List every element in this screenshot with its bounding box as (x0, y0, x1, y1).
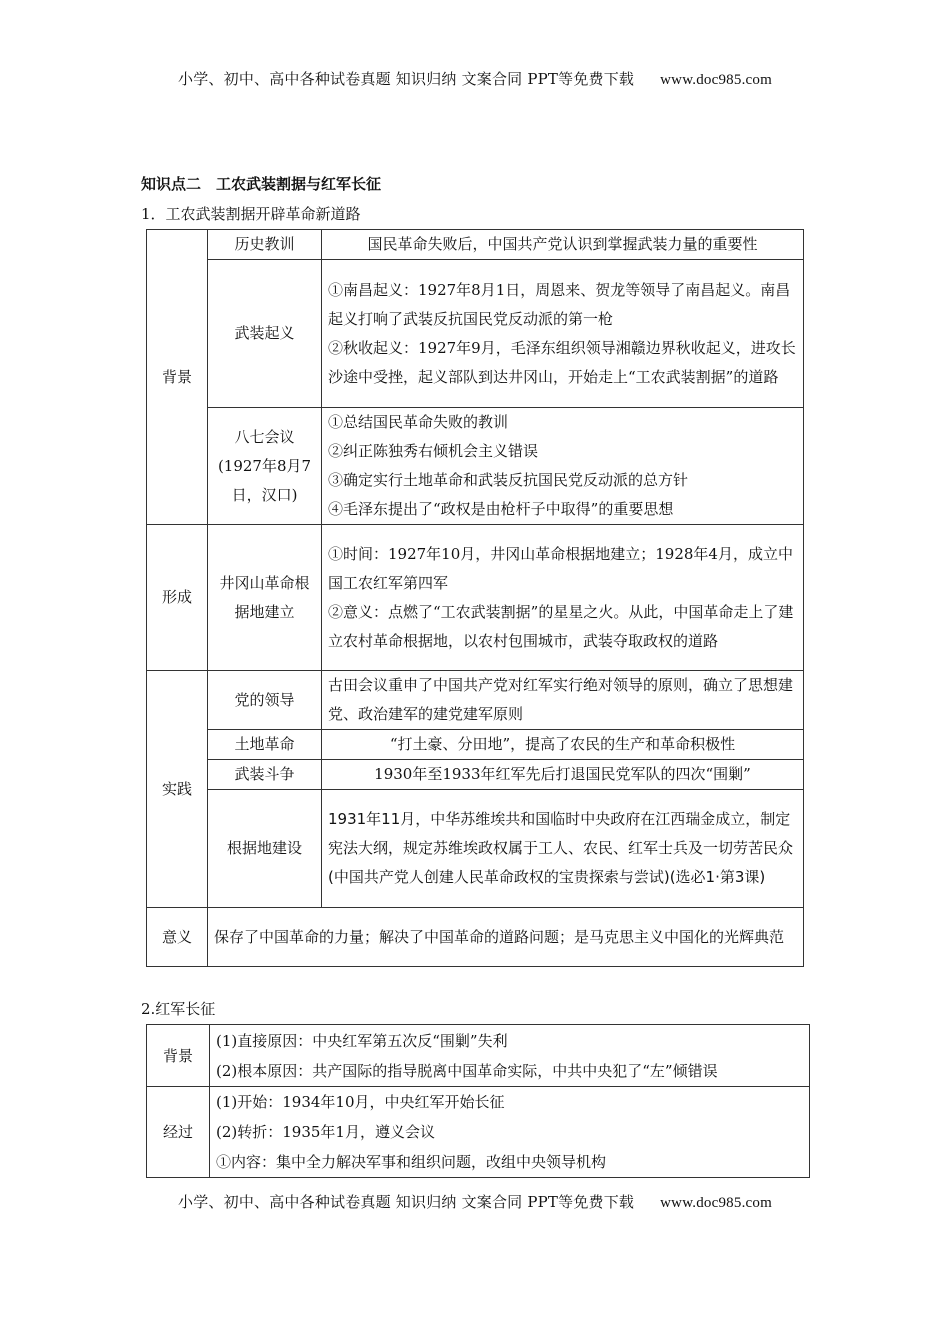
table-row (147, 1087, 810, 1178)
text-jinggangshan-base (322, 525, 804, 671)
row-label-background: 背景 (147, 1025, 210, 1087)
table-row (147, 260, 804, 408)
table2-title: 2.红军长征 (141, 1000, 216, 1018)
label-party-leadership: 党的领导 (208, 671, 322, 730)
meeting-date: (1927年8月7日，汉口) (217, 456, 312, 504)
row-label-process: 经过 (147, 1087, 210, 1178)
row-label-significance: 意义 (147, 908, 208, 967)
table-row (147, 671, 804, 730)
label-jinggangshan-base: 井冈山革命根据地建立 (208, 525, 322, 671)
table-row (147, 760, 804, 790)
label-armed-struggle: 武装斗争 (208, 760, 322, 790)
table-row (147, 908, 804, 967)
label-armed-uprising: 武装起义 (208, 260, 322, 408)
text-party-leadership: 古田会议重申了中国共产党对红军实行绝对领导的原则，确立了思想建党、政治建军的建党建军原则 (322, 671, 804, 730)
section-title: 知识点二 工农武装割据与红军长征 (141, 175, 382, 193)
direct-cause: (1)直接原因：中央红军第五次反“围剿”失利 (216, 1031, 508, 1050)
table-row (147, 730, 804, 760)
table-revolution-path (146, 229, 804, 967)
header-text: 小学、初中、高中各种试卷真题 知识归纳 文案合同 PPT等免费下载 (178, 70, 635, 88)
label-history-lesson: 历史教训 (208, 230, 322, 260)
header-url[interactable]: www.doc985.com (660, 72, 772, 88)
text-august-seventh-meeting (322, 408, 804, 525)
label-land-revolution: 土地革命 (208, 730, 322, 760)
text-history-lesson: 国民革命失败后，中国共产党认识到掌握武装力量的重要性 (322, 230, 804, 260)
text-background (210, 1025, 810, 1087)
label-august-seventh-meeting (208, 408, 322, 525)
text-process (210, 1087, 810, 1178)
process-start: (1)开始：1934年10月，中央红军开始长征 (216, 1093, 505, 1111)
text-base-construction: 1931年11月，中华苏维埃共和国临时中央政府在江西瑞金成立，制定宪法大纲，规定苏维埃政权属于工人、农民、红军士兵及一切劳苦民众(中国共产党人创建人民革命政权的宝贵探索与尝试)(选必1·第3课) (322, 790, 804, 908)
root-cause: (2)根本原因：共产国际的指导脱离中国革命实际，中共中央犯了“左”倾错误 (216, 1061, 718, 1080)
autumn-harvest-uprising: ②秋收起义：1927年9月，毛泽东组织领导湘赣边界秋收起义，进攻长沙途中受挫，起义部队到达井冈山，开始走上“工农武装割据”的道路 (328, 338, 796, 386)
nanchang-uprising: ①南昌起义：1927年8月1日，周恩来、贺龙等领导了南昌起义。南昌起义打响了武装反抗国民党反动派的第一枪 (328, 280, 791, 328)
formation-significance: ②意义：点燃了“工农武装割据”的星星之火。从此，中国革命走上了建立农村革命根据地，以农村包围城市，武装夺取政权的道路 (328, 602, 794, 650)
table-row (147, 525, 804, 671)
table-row (147, 1025, 810, 1087)
row-label-background: 背景 (147, 230, 208, 525)
list-item: ②纠正陈独秀右倾机会主义错误 (328, 442, 539, 460)
list-item: ③确定实行土地革命和武装反抗国民党反动派的总方针 (328, 471, 689, 489)
row-label-practice: 实践 (147, 671, 208, 908)
text-armed-uprising (322, 260, 804, 408)
text-armed-struggle: 1930年至1933年红军先后打退国民党军队的四次“围剿” (322, 760, 804, 790)
label-base-construction: 根据地建设 (208, 790, 322, 908)
zunyi-content: ①内容：集中全力解决军事和组织问题，改组中央领导机构 (216, 1153, 607, 1171)
page-footer (0, 1191, 950, 1212)
table1-title: 1．工农武装割据开辟革命新道路 (141, 205, 361, 223)
formation-time: ①时间：1927年10月，井冈山革命根据地建立；1928年4月，成立中国工农红军第四军 (328, 544, 793, 592)
table-row (147, 408, 804, 525)
footer-text: 小学、初中、高中各种试卷真题 知识归纳 文案合同 PPT等免费下载 (178, 1193, 635, 1211)
row-label-formation: 形成 (147, 525, 208, 671)
text-significance: 保存了中国革命的力量；解决了中国革命的道路问题；是马克思主义中国化的光辉典范 (208, 908, 804, 967)
text-land-revolution: “打土豪、分田地”，提高了农民的生产和革命积极性 (322, 730, 804, 760)
table-row (147, 790, 804, 908)
meeting-name: 八七会议 (234, 427, 295, 446)
page-header (0, 68, 950, 89)
list-item: ①总结国民革命失败的教训 (328, 413, 509, 431)
footer-url[interactable]: www.doc985.com (660, 1195, 772, 1211)
process-turning-point: (2)转折：1935年1月，遵义会议 (216, 1123, 435, 1141)
table-long-march (146, 1024, 810, 1178)
table-row (147, 230, 804, 260)
list-item: ④毛泽东提出了“政权是由枪杆子中取得”的重要思想 (328, 500, 674, 518)
